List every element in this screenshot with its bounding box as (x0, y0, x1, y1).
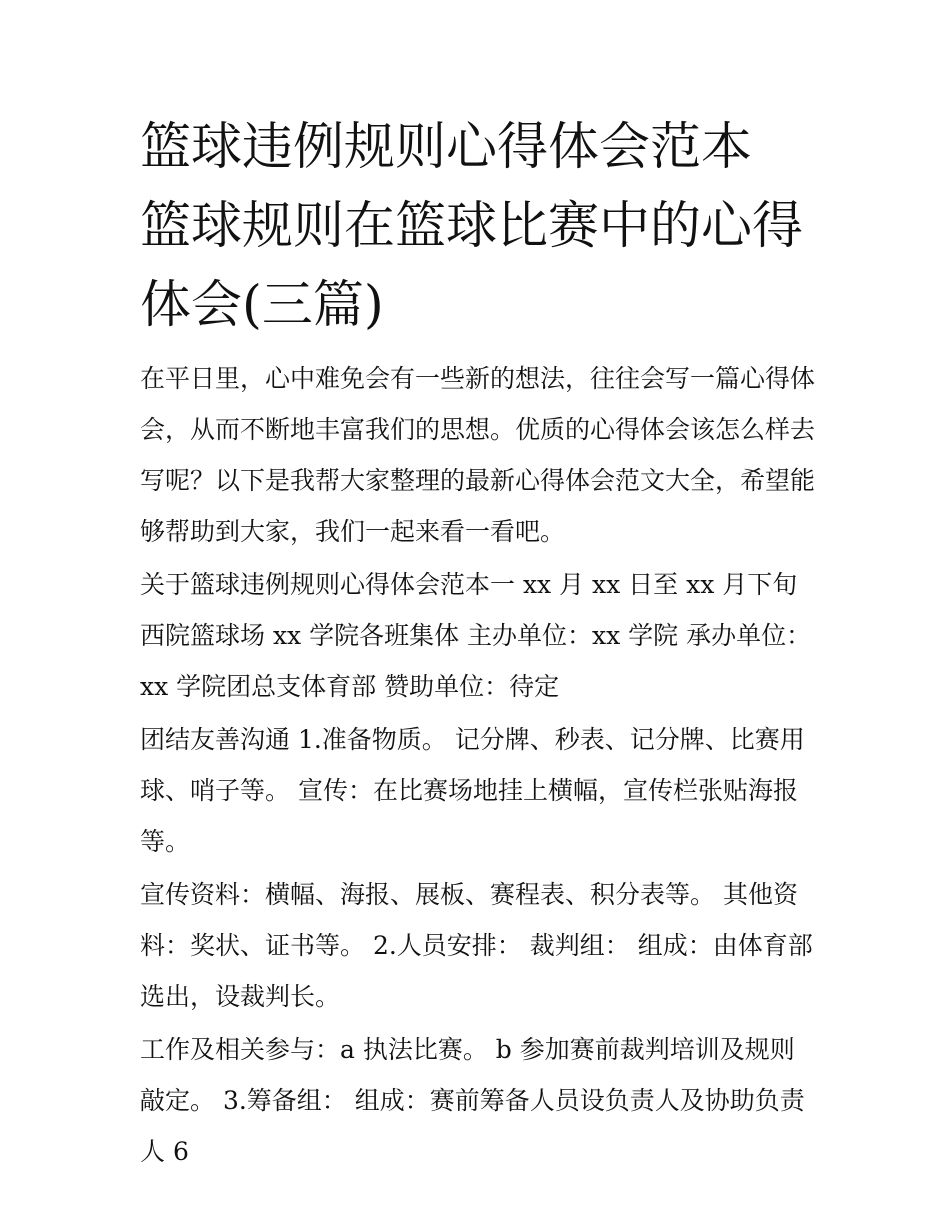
paragraph-publicity: 宣传资料：横幅、海报、展板、赛程表、积分表等。 其他资料：奖状、证书等。 2.人员安排： 裁判组： 组成：由体育部选出，设裁判长。 (140, 880, 813, 1011)
paragraph-event-info: 关于篮球违例规则心得体会范本一 xx 月 xx 日至 xx 月下旬 西院篮球场 xx 学院各班集体 主办单位：xx 学院 承办单位：xx 学院团总支体育部 赞助单位：待定 (140, 570, 812, 701)
paragraph-materials: 团结友善沟通 1.准备物质。 记分牌、秒表、记分牌、比赛用球、哨子等。 宣传：在比赛场地挂上横幅，宣传栏张贴海报等。 (140, 725, 805, 856)
paragraph-referee-duties: 工作及相关参与：a 执法比赛。 b 参加赛前裁判培训及规则敲定。 3.筹备组： 组成：赛前筹备人员设负责人及协助负责人 6 (140, 1035, 805, 1166)
document-page (140, 108, 816, 1179)
document-title: 篮球违例规则心得体会范本 篮球规则在篮球比赛中的心得体会(三篇) (140, 118, 804, 335)
paragraph-intro: 在平日里，心中难免会有一些新的想法，往往会写一篇心得体会，从而不断地丰富我们的思想。优质的心得体会该怎么样去写呢？以下是我帮大家整理的最新心得体会范文大全，希望能够帮助到大家，我们一起来看一看吧。 (140, 364, 816, 546)
